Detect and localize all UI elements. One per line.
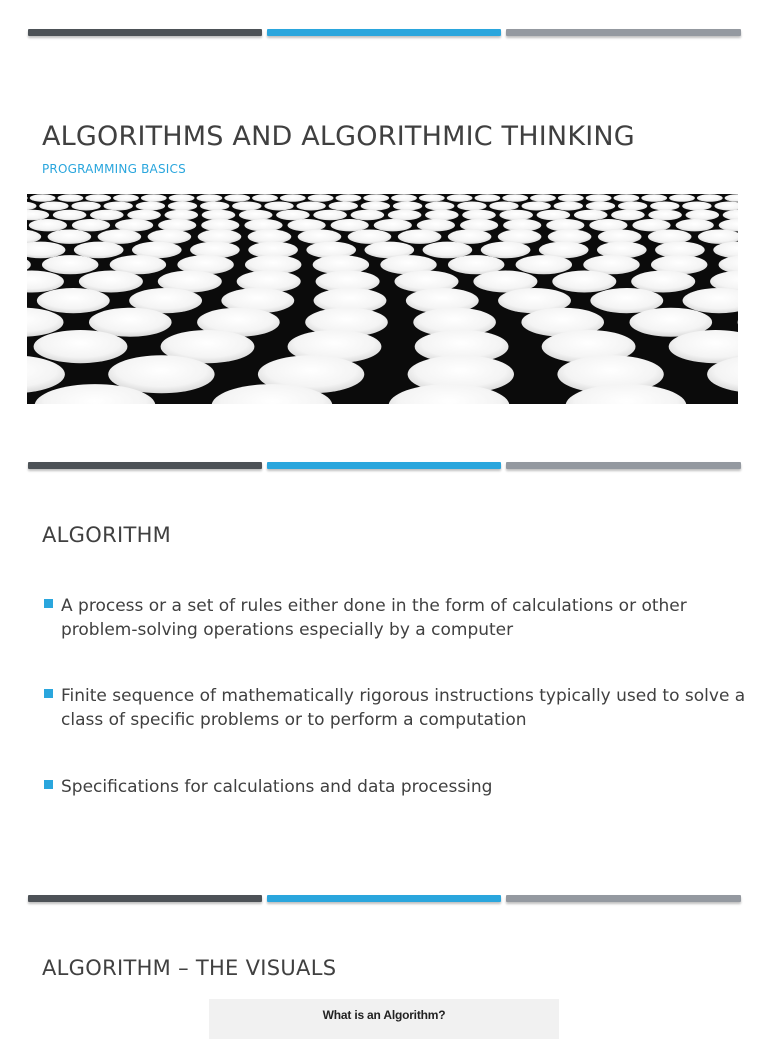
algorithm-visual-image <box>209 999 559 1039</box>
slide-heading: ALGORITHM <box>42 523 171 547</box>
slide-heading: ALGORITHM – THE VISUALS <box>42 956 336 980</box>
bullet-text: A process or a set of rules either done in the form of calculations or other problem-solving operations especially by a computer <box>61 596 687 640</box>
bullet-text: Specifications for calculations and data processing <box>61 777 492 797</box>
bullet-text: Finite sequence of mathematically rigorous instructions typically used to solve a class of specific problems or to perform a computation <box>61 686 745 730</box>
header-bar-grey <box>506 895 741 902</box>
visual-title: What is an Algorithm? <box>209 999 559 1022</box>
header-bars <box>28 895 741 902</box>
presentation-title: ALGORITHMS AND ALGORITHMIC THINKING <box>42 121 635 152</box>
presentation-subtitle: PROGRAMMING BASICS <box>42 162 186 176</box>
header-bar-blue <box>267 895 501 902</box>
header-bar-dark <box>28 895 262 902</box>
